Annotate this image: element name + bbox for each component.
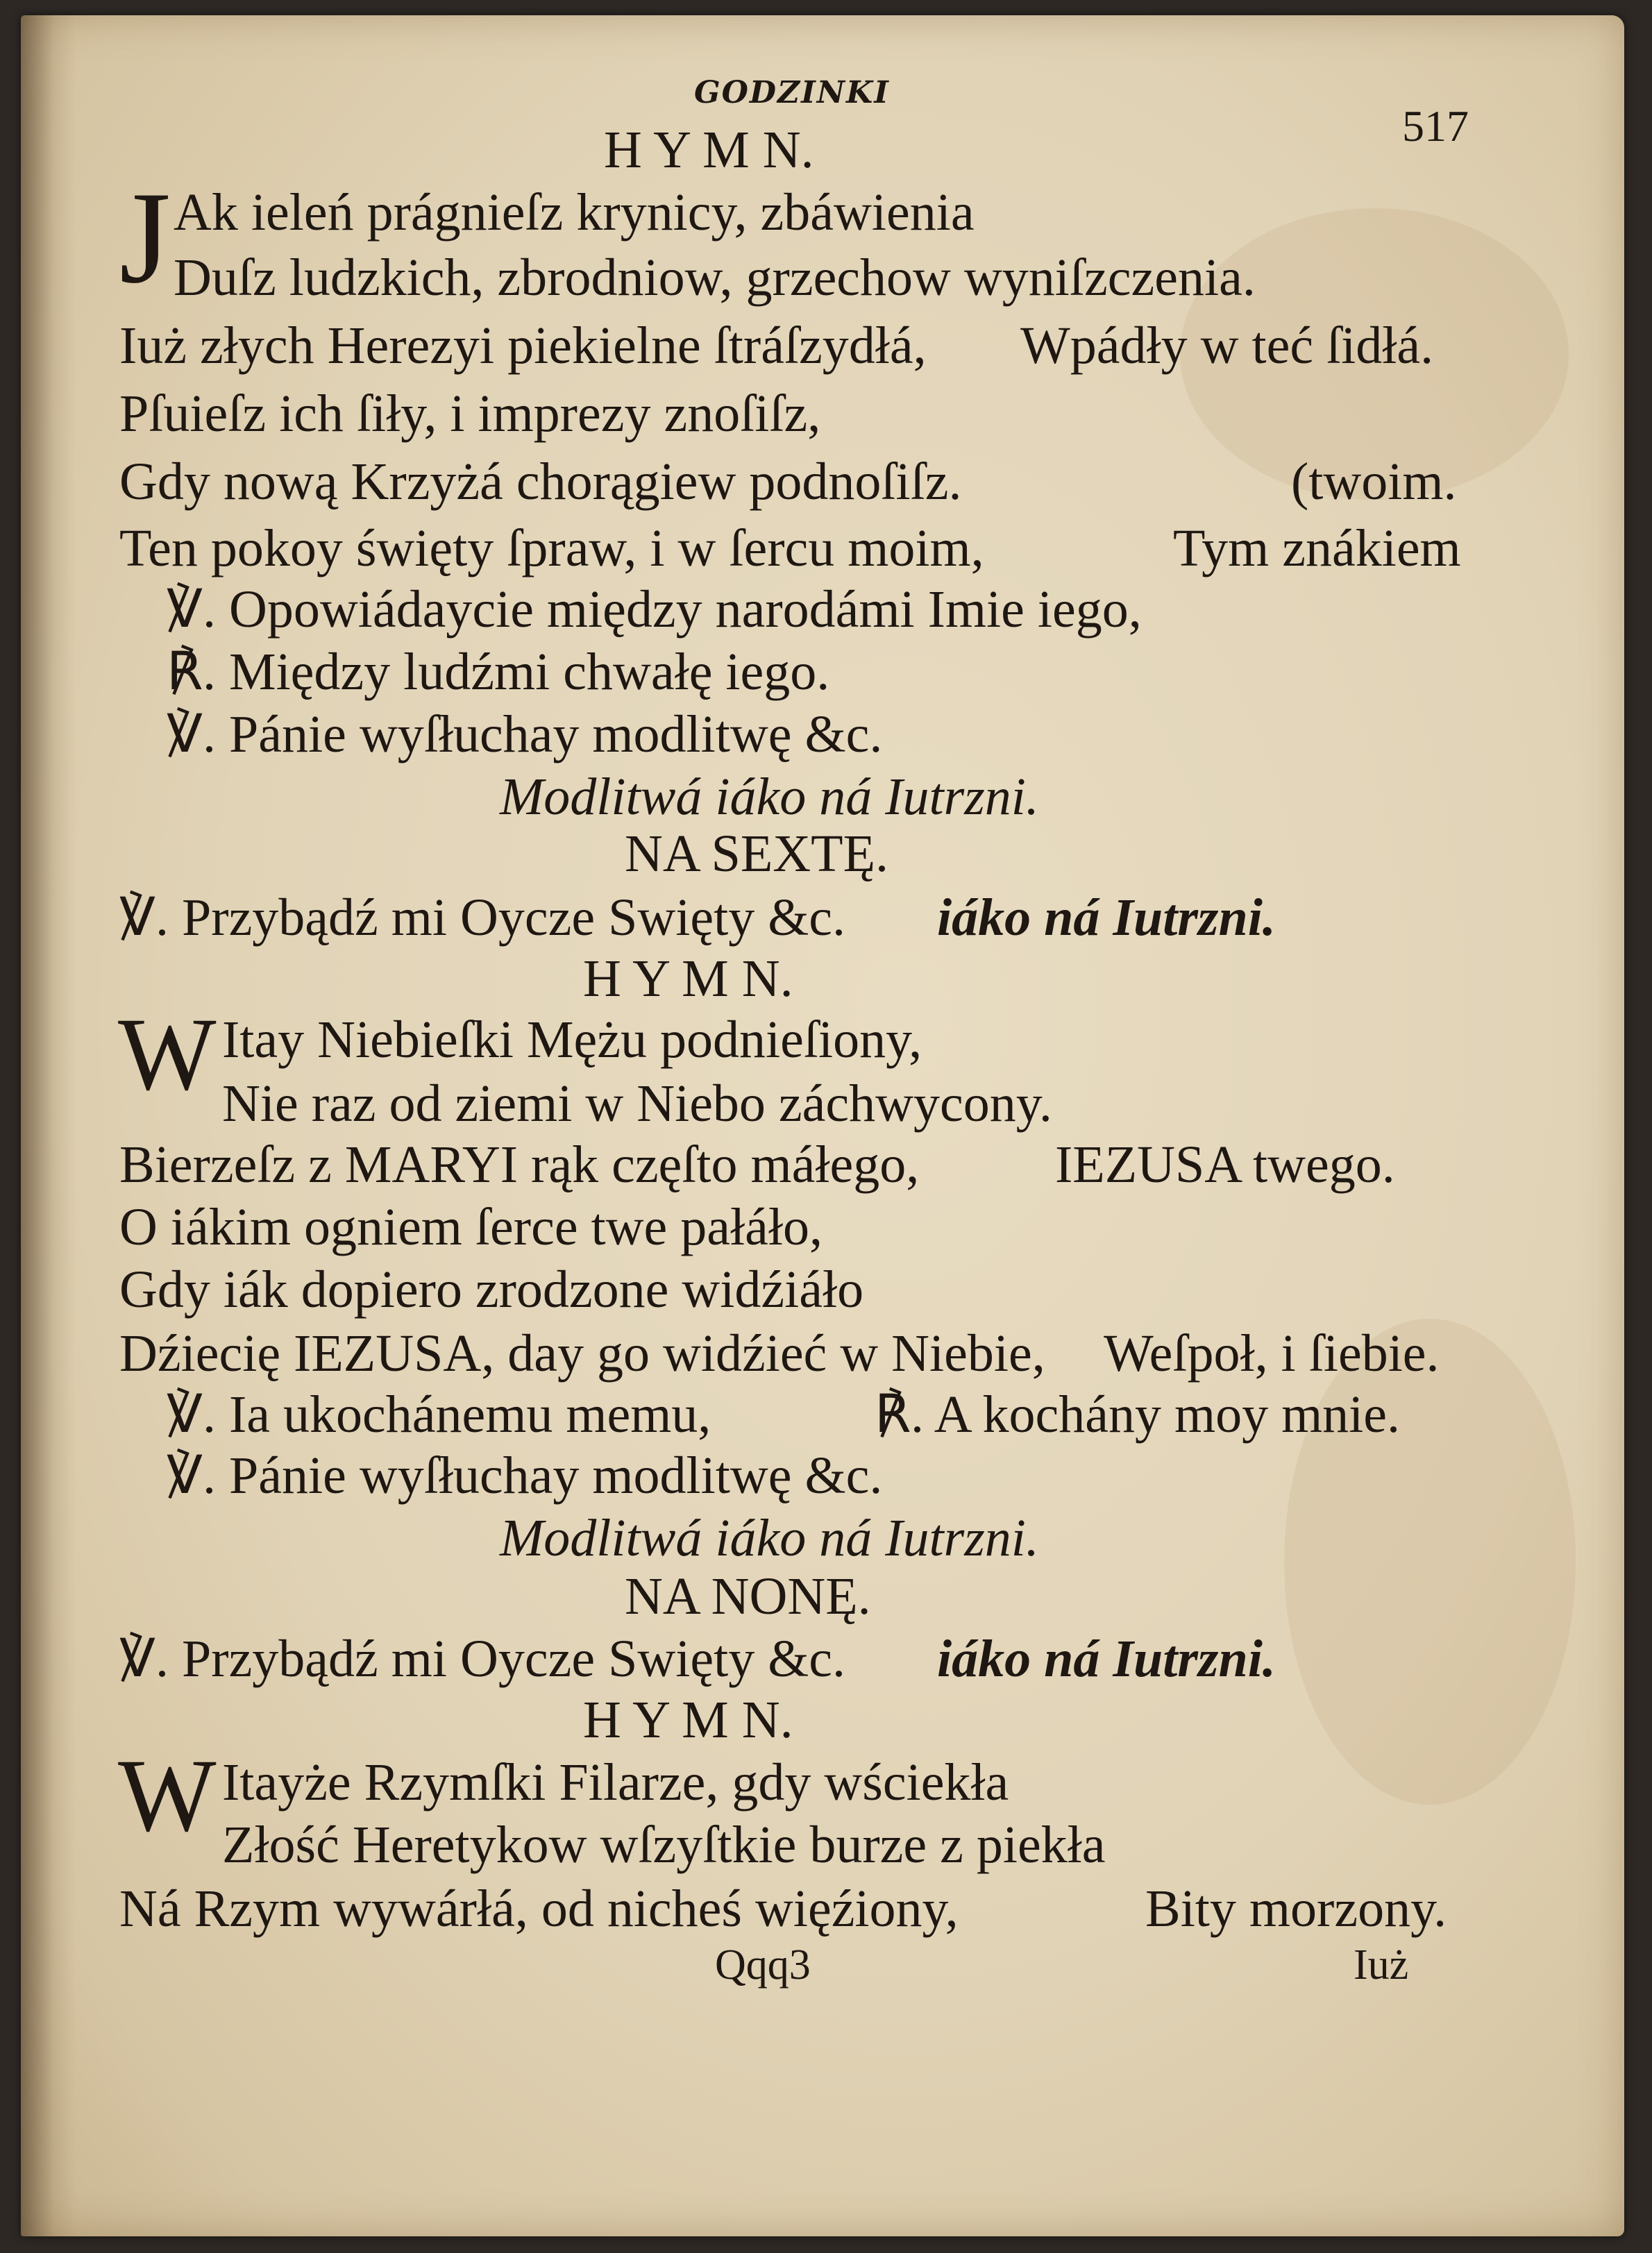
verse-line: Itayże Rzymſki Filarze, gdy wściekła <box>222 1753 1009 1812</box>
versicle: ℣. Opowiádaycie między narodámi Imie iego, <box>167 580 1142 639</box>
verse-line: Itay Niebieſki Mężu podnieſiony, <box>222 1011 922 1069</box>
section-heading: NA NONĘ. <box>625 1567 871 1626</box>
verse-line: Gdy nową Krzyżá chorągiew podnoſiſz. <box>119 453 962 511</box>
versicle: ℣. Pánie wyſłuchay modlitwę &c. <box>167 1446 883 1505</box>
verse-line-right: Wpádły w teć ſidłá. <box>1020 317 1434 375</box>
versicle: ℣. Pánie wyſłuchay modlitwę &c. <box>167 705 883 763</box>
response: ℟. Między ludźmi chwałę iego. <box>167 643 830 701</box>
versicle: ℣. Ia ukochánemu memu, <box>167 1385 711 1444</box>
verse-line-right: IEZUSA twego. <box>1055 1136 1395 1194</box>
page-number: 517 <box>1402 101 1469 151</box>
running-title: GODZINKI <box>694 75 890 110</box>
verse-line: Pſuieſz ich ſiły, i imprezy znoſiſz, <box>119 385 821 443</box>
response: ℟. A kochány moy mnie. <box>875 1385 1401 1444</box>
verse-line: Duſz ludzkich, zbrodniow, grzechow wyniſzczenia. <box>174 248 1256 307</box>
page-gutter <box>21 15 76 2236</box>
signature-mark: Qqq3 <box>715 1941 811 1989</box>
verse-line: Dźiecię IEZUSA, day go widźieć w Niebie, <box>119 1324 1045 1383</box>
section-heading: NA SEXTĘ. <box>625 825 888 883</box>
opening-rubric: iáko ná Iutrzni. <box>937 888 1276 947</box>
verse-line: Nie raz od ziemi w Niebo záchwycony. <box>222 1074 1052 1133</box>
verse-line: Złość Heretykow wſzyſtkie burze z piekła <box>222 1816 1106 1874</box>
verse-line: Iuż złych Herezyi piekielne ſtráſzydłá, <box>119 317 927 375</box>
drop-cap: W <box>118 1738 217 1853</box>
verse-line-right: (twoim. <box>1291 453 1457 511</box>
opening-versicle: ℣. Przybądź mi Oycze Swięty &c. <box>119 1630 846 1688</box>
opening-rubric: iáko ná Iutrzni. <box>937 1630 1276 1688</box>
verse-line-right: Bity morzony. <box>1145 1880 1447 1938</box>
verse-line: O iákim ogniem ſerce twe pałáło, <box>119 1198 823 1256</box>
hymn-title: H Y M N. <box>604 121 814 179</box>
hymn-title: H Y M N. <box>583 950 793 1008</box>
verse-line: Bierzeſz z MARYI rąk częſto máłego, <box>119 1136 920 1194</box>
prayer-rubric: Modlitwá iáko ná Iutrzni. <box>500 1509 1039 1567</box>
verse-line: Ak ieleń prágnieſz krynicy, zbáwienia <box>174 183 975 242</box>
drop-cap: J <box>119 165 171 311</box>
opening-versicle: ℣. Przybądź mi Oycze Swięty &c. <box>119 888 846 947</box>
catchword: Iuż <box>1354 1941 1409 1989</box>
verse-line-right: Tym znákiem <box>1173 519 1461 577</box>
verse-line-right: Weſpoł, i ſiebie. <box>1104 1324 1440 1383</box>
verse-line: Gdy iák dopiero zrodzone widźiáło <box>119 1260 864 1319</box>
hymn-title: H Y M N. <box>583 1691 793 1749</box>
verse-line: Ten pokoy święty ſpraw, i w ſercu moim, <box>119 519 984 577</box>
drop-cap: W <box>118 997 217 1112</box>
prayer-rubric: Modlitwá iáko ná Iutrzni. <box>500 768 1039 826</box>
verse-line: Ná Rzym wywárłá, od nicheś więźiony, <box>119 1880 959 1938</box>
